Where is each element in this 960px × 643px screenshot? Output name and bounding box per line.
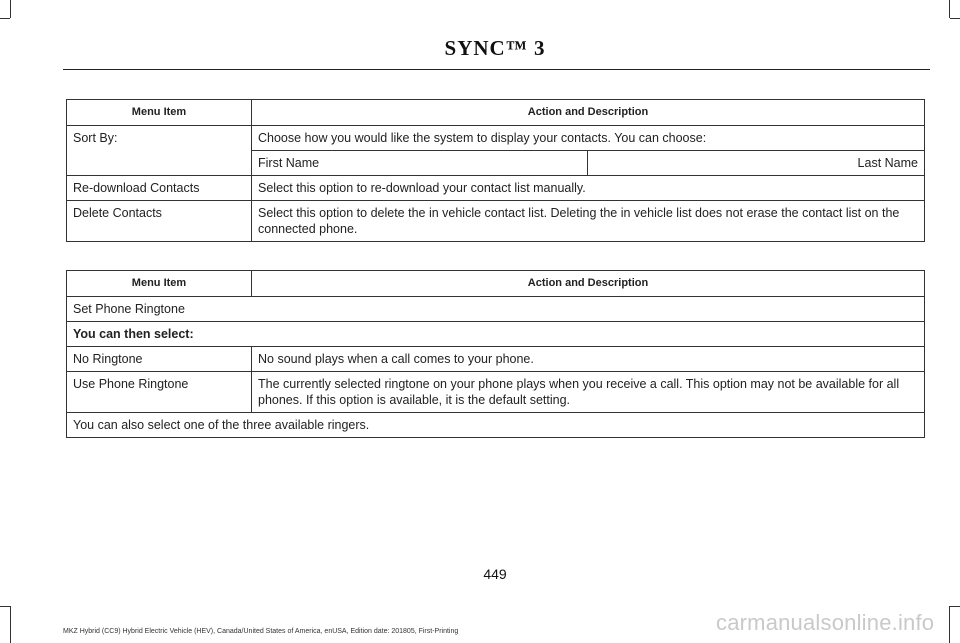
note-row: You can also select one of the three available ringers. — [67, 413, 925, 438]
table-row — [67, 372, 925, 413]
menu-item-cell: No Ringtone — [67, 347, 252, 372]
description-cell: Choose how you would like the system to display your contacts. You can choose: — [252, 126, 925, 151]
column-header-action: Action and Description — [252, 271, 925, 297]
menu-item-cell: Use Phone Ringtone — [67, 372, 252, 413]
description-cell: Select this option to re-download your contact list manually. — [252, 176, 925, 201]
menu-item-cell: Re-download Contacts — [67, 176, 252, 201]
section-subheading: You can then select: — [67, 322, 925, 347]
table-header-row — [67, 100, 925, 126]
table-row — [67, 201, 925, 242]
header-divider — [63, 69, 930, 70]
watermark: carmanualsonline.info — [716, 610, 935, 635]
footer-text: MKZ Hybrid (CC9) Hybrid Electric Vehicle (HEV), Canada/United States of America, enUSA, Edition date: 201805, First-Printing — [63, 628, 459, 635]
crop-mark — [10, 0, 11, 18]
table-row — [67, 413, 925, 438]
crop-mark — [950, 606, 960, 607]
menu-item-cell: Sort By: — [67, 126, 252, 176]
section-row-label: Set Phone Ringtone — [67, 297, 925, 322]
table-row — [67, 297, 925, 322]
description-cell: The currently selected ringtone on your phone plays when you receive a call. This option may not be available for all phones. If this option is available, it is the default setting. — [252, 372, 925, 413]
sub-option-last-name: Last Name — [588, 151, 925, 176]
table-header-row — [67, 271, 925, 297]
page-title: SYNC™ 3 — [444, 36, 546, 60]
table-row — [67, 176, 925, 201]
crop-mark — [950, 18, 960, 19]
crop-mark — [10, 606, 11, 643]
page-number: 449 — [483, 566, 507, 582]
crop-mark — [0, 606, 10, 607]
table-row — [67, 322, 925, 347]
crop-mark — [0, 18, 10, 19]
contacts-options-table — [66, 99, 925, 242]
ringtone-options-table — [66, 270, 925, 438]
description-cell: No sound plays when a call comes to your phone. — [252, 347, 925, 372]
sub-option-first-name: First Name — [252, 151, 588, 176]
table-row — [67, 347, 925, 372]
table-row — [67, 126, 925, 151]
column-header-menu-item: Menu Item — [67, 100, 252, 126]
menu-item-cell: Delete Contacts — [67, 201, 252, 242]
column-header-menu-item: Menu Item — [67, 271, 252, 297]
column-header-action: Action and Description — [252, 100, 925, 126]
description-cell: Select this option to delete the in vehicle contact list. Deleting the in vehicle list does not erase the contact list on the connected phone. — [252, 201, 925, 242]
crop-mark — [949, 0, 950, 18]
crop-mark — [949, 606, 950, 643]
